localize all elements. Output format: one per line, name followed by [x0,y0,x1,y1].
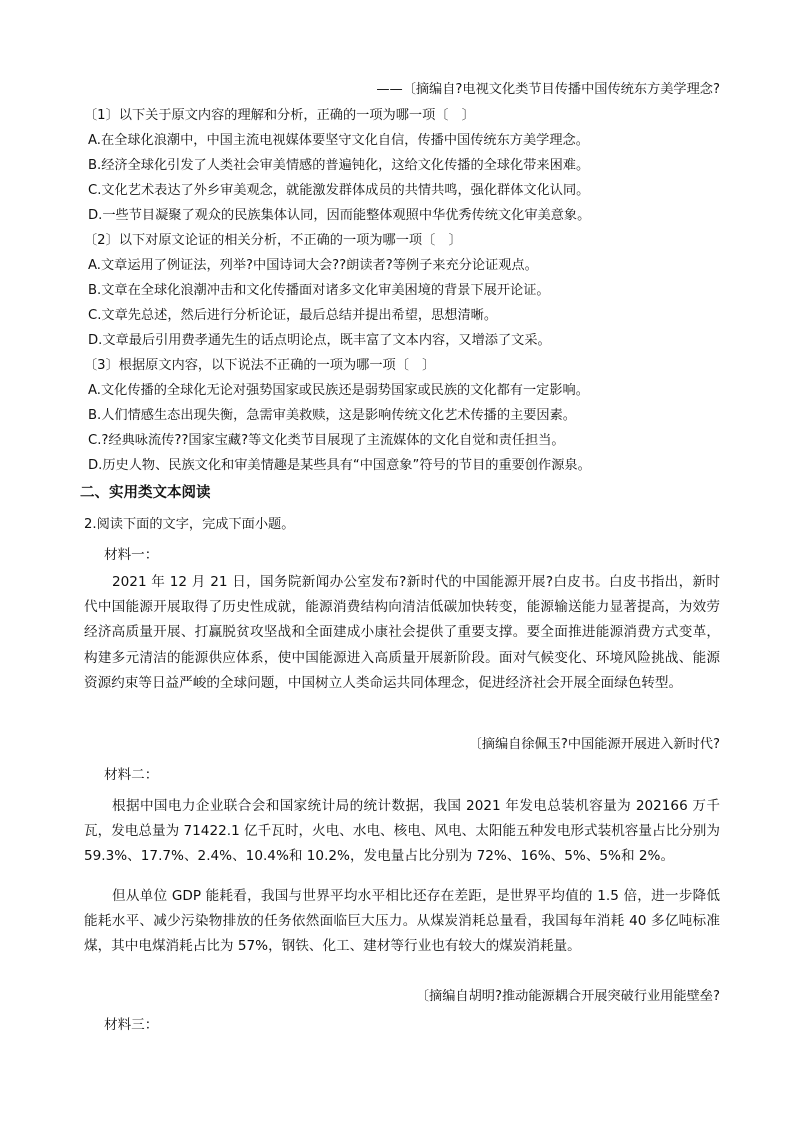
q1-option-c: C.文化艺术表达了外乡审美观念，就能激发群体成员的共情共鸣，强化群体文化认同。 [88,183,590,198]
material3-label: 材料三： [104,1017,159,1033]
material1-body: 2021 年 12 月 21 日，国务院新闻办公室发布?新时代的中国能源开展?白皮书。白皮书指出，新时代中国能源开展取得了历史性成就，能源消费结构向清洁低碳加快转变，能源输送能力显著提高，为效劳经济高质量开展、打赢脱贫攻坚战和全面建成小康社会提供了重要支撑。要全面推进能源消费方式变革，构建多元清洁的能源供应体系，使中国能源进入高质量开展新阶段。面对气候变化、环境风险挑战、能源资源约束等日益严峻的全球问题，中国树立人类命运共同体理念，促进经济社会开展全面绿色转型。 [84,574,720,691]
q2-option-b: B.文章在全球化浪潮冲击和文化传播面对诸多文化审美困境的背景下展开论证。 [88,283,550,298]
material2-paragraph-2: 但从单位 GDP 能耗看，我国与世界平均水平相比还存在差距，是世界平均值的 1.5 倍，进一步降低能耗水平、减少污染物排放的任务依然面临巨大压力。从煤炭消耗总量看，我国每年消耗 40 多亿吨标准煤，其中电煤消耗占比为 57%，钢铁、化工、建材等行业也有较大的煤炭消耗量。 [84,888,720,955]
material1-label: 材料一： [104,547,159,563]
q3-option-c: C.?经典咏流传??国家宝藏?等文化类节目展现了主流媒体的文化自觉和责任担当。 [88,433,565,448]
q3-option-a: A.文化传播的全球化无论对强势国家或民族还是弱势国家或民族的文化都有一定影响。 [88,383,589,398]
q2-option-c: C.文章先总述，然后进行分析论证，最后总结并提出希望，思想清晰。 [88,308,498,323]
q2-option-a: A.文章运用了例证法，列举?中国诗词大会??朗读者?等例子来充分论证观点。 [88,258,538,273]
q1-stem: 〔1〕以下关于原文内容的理解和分析，正确的一项为哪一项〔 〕 [84,108,475,123]
q3-stem: 〔3〕根据原文内容，以下说法不正确的一项为哪一项〔 〕 [84,358,436,373]
q3-option-b: B.人们情感生态出现失衡，急需审美救赎，这是影响传统文化艺术传播的主要因素。 [88,408,576,423]
source-citation-1: ——〔摘编自?电视文化类节目传播中国传统东方美学理念? [376,82,720,97]
q2-option-d: D.文章最后引用费孝通先生的话点明论点，既丰富了文本内容，又增添了文采。 [88,333,551,348]
question-intro: 2.阅读下面的文字，完成下面小题。 [84,517,295,532]
section-title: 二、实用类文本阅读 [80,485,211,501]
material2-paragraph-1: 根据中国电力企业联合会和国家统计局的统计数据，我国 2021 年发电总装机容量为 202166 万千瓦，发电总量为 71422.1 亿千瓦时，火电、水电、核电、风电、太阳能五种发电形式装机容量占比分别为 59.3%、17.7%、2.4%、10.4%和 10.2%，发电量占比分别为 72%、16%、5%、5%和 2%。 [84,798,720,865]
q1-option-d: D.一些节目凝聚了观众的民族集体认同，因而能整体观照中华优秀传统文化审美意象。 [88,208,591,223]
material1-source: 〔摘编自徐佩玉?中国能源开展进入新时代? [468,737,720,752]
q2-stem: 〔2〕以下对原文论证的相关分析，不正确的一项为哪一项〔 〕 [84,233,462,248]
q1-option-a: A.在全球化浪潮中，中国主流电视媒体要坚守文化自信，传播中国传统东方美学理念。 [88,133,589,148]
q1-option-b: B.经济全球化引发了人类社会审美情感的普遍钝化，这给文化传播的全球化带来困难。 [88,158,590,173]
material2-label: 材料二： [104,767,159,783]
q3-option-d: D.历史人物、民族文化和审美情趣是某些具有“中国意象”符号的节目的重要创作源泉。 [88,458,591,473]
material2-source: 〔摘编自胡明?推动能源耦合开展突破行业用能壁垒? [415,989,720,1004]
